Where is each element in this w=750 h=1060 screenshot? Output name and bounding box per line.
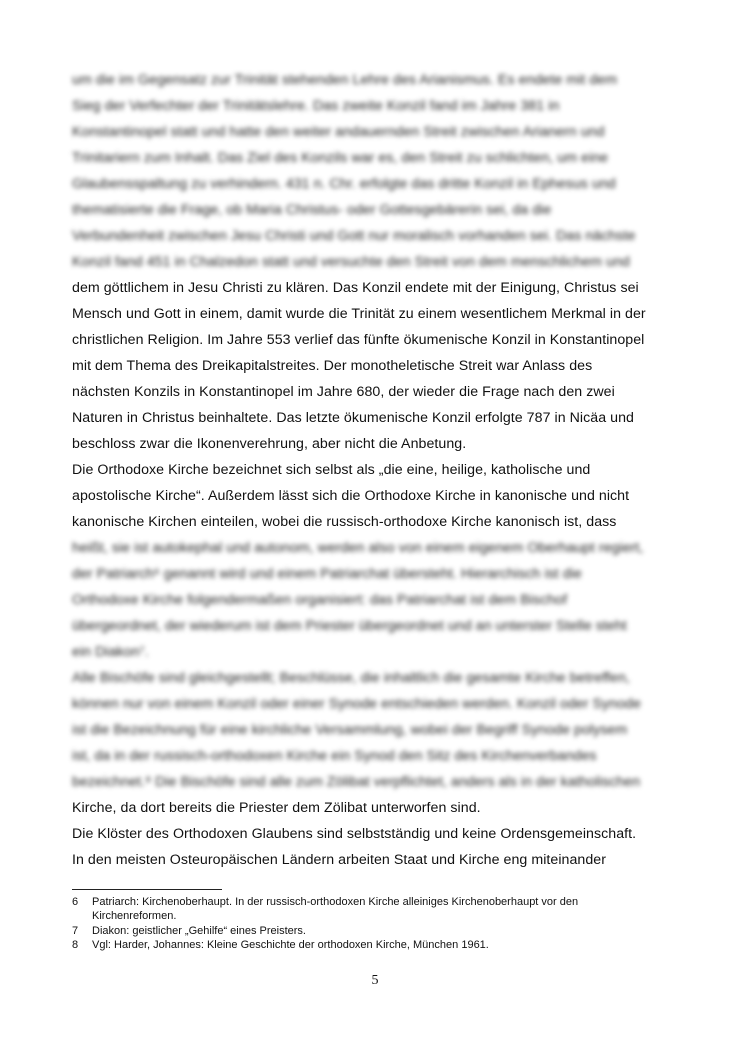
footnote-text: Vgl: Harder, Johannes: Kleine Geschichte der orthodoxen Kirche, München 1961. bbox=[92, 939, 489, 951]
text-line: ein Diakon⁷. bbox=[72, 644, 149, 660]
text-line: ist, da in der russisch-orthodoxen Kirche ein Synod den Sitz des Kirchenverbandes bbox=[72, 748, 597, 764]
text-line: der Patriarch⁶ genannt wird und einem Patriarchat übersteht. Hierarchisch ist die bbox=[72, 566, 582, 582]
text-line: In den meisten Osteuropäischen Ländern arbeiten Staat und Kirche eng miteinander bbox=[72, 852, 607, 868]
text-line: können nur von einem Konzil oder einer Synode entschieden werden. Konzil oder Synode bbox=[72, 696, 641, 712]
text-line: thematisierte die Frage, ob Maria Christus- oder Gottesgebärerin sei, da die bbox=[72, 202, 552, 218]
text-line: heißt, sie ist autokephal und autonom, werden also von einem eigenem Oberhaupt regiert, bbox=[72, 540, 644, 556]
text-line: Die Klöster des Orthodoxen Glaubens sind selbstständig und keine Ordensgemeinschaft. bbox=[72, 826, 637, 842]
text-line: dem göttlichem in Jesu Christi zu klären. Das Konzil endete mit der Einigung, Christus sei bbox=[72, 280, 639, 296]
text-line: ist die Bezeichnung für eine kirchliche Versammlung, wobei der Begriff Synode polysem bbox=[72, 722, 628, 738]
text-line: kanonische Kirchen einteilen, wobei die russisch-orthodoxe Kirche kanonisch ist, dass bbox=[72, 514, 617, 530]
text-line: übergeordnet, der wiederum ist dem Priester übergeordnet und an unterster Stelle steht bbox=[72, 618, 627, 634]
footnote-text: Diakon: geistlicher „Gehilfe“ eines Preisters. bbox=[92, 925, 306, 937]
text-line: nächsten Konzils in Konstantinopel im Jahre 680, der wieder die Frage nach den zwei bbox=[72, 384, 615, 400]
text-line: Konstantinopel statt und hatte den weiter andauernden Streit zwischen Arianern und bbox=[72, 124, 605, 140]
text-line: Verbundenheit zwischen Jesu Christi und Gott nur moralisch vorhanden sei. Das nächste bbox=[72, 228, 636, 244]
text-line: um die im Gegensatz zur Trinität stehenden Lehre des Arianismus. Es endete mit dem bbox=[72, 72, 618, 88]
footnote-number: 7 bbox=[72, 925, 79, 937]
text-line: bezeichnet.⁸ Die Bischöfe sind alle zum Zölibat verpflichtet, anders als in der katholischen bbox=[72, 774, 641, 790]
page-number: 5 bbox=[371, 973, 379, 988]
text-line: Die Orthodoxe Kirche bezeichnet sich selbst als „die eine, heilige, katholische und bbox=[72, 462, 591, 478]
text-line: Mensch und Gott in einem, damit wurde die Trinität zu einem wesentlichem Merkmal in der bbox=[72, 306, 646, 322]
text-line: Trinitariern zum Inhalt. Das Ziel des Konzils war es, den Streit zu schlichten, um eine bbox=[72, 150, 609, 166]
footnote-number: 8 bbox=[72, 939, 79, 951]
text-line: christlichen Religion. Im Jahre 553 verlief das fünfte ökumenische Konzil in Konstantinopel bbox=[72, 332, 645, 348]
footnote-8 bbox=[72, 939, 692, 953]
text-line: Alle Bischöfe sind gleichgestellt; Beschlüsse, die inhaltlich die gesamte Kirche betreffen, bbox=[72, 670, 630, 686]
text-line: beschloss zwar die Ikonenverehrung, aber nicht die Anbetung. bbox=[72, 436, 467, 452]
text-line: Sieg der Verfechter der Trinitätslehre. Das zweite Konzil fand im Jahre 381 in bbox=[72, 98, 560, 114]
footnote-text: Patriarch: Kirchenoberhaupt. In der russisch-orthodoxen Kirche alleiniges Kirchenoberhaupt vor den bbox=[92, 896, 579, 908]
text-line: apostolische Kirche“. Außerdem lässt sich die Orthodoxe Kirche in kanonische und nicht bbox=[72, 488, 630, 504]
footnote-number: 6 bbox=[72, 896, 79, 908]
text-line: Konzil fand 451 in Chalzedon statt und versuchte den Streit von dem menschlichem und bbox=[72, 254, 630, 270]
footnote-7 bbox=[72, 925, 692, 939]
footnote-text: Kirchenreformen. bbox=[92, 909, 177, 922]
text-line: Kirche, da dort bereits die Priester dem Zölibat unterworfen sind. bbox=[72, 800, 481, 816]
text-line: Orthodoxe Kirche folgendermaßen organisiert: das Patriarchat ist dem Bischof bbox=[72, 592, 568, 608]
text-line: Glaubensspaltung zu verhindern. 431 n. Chr. erfolgte das dritte Konzil in Ephesus und bbox=[72, 176, 616, 192]
text-line: Naturen in Christus beinhaltete. Das letzte ökumenische Konzil erfolgte 787 in Nicäa und bbox=[72, 410, 634, 426]
text-line: mit dem Thema des Dreikapitalstreites. Der monotheletische Streit war Anlass des bbox=[72, 358, 593, 374]
footnote-6 bbox=[72, 896, 692, 923]
footnote-separator bbox=[72, 889, 222, 890]
